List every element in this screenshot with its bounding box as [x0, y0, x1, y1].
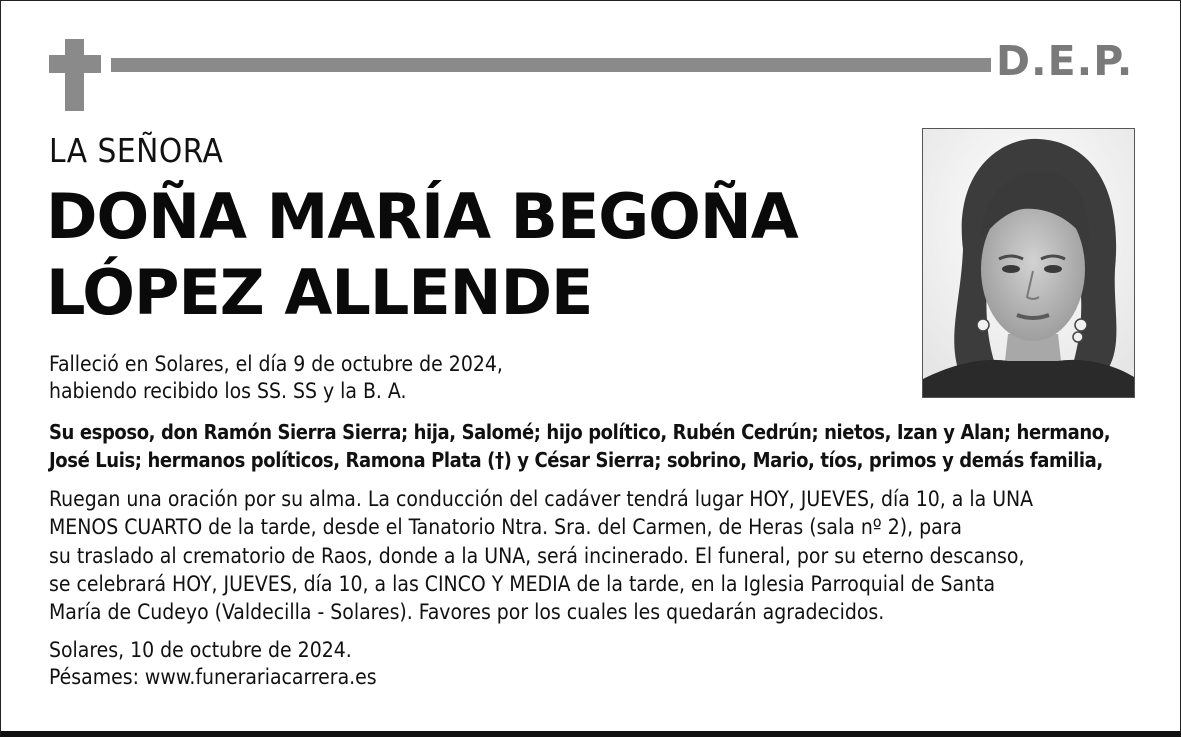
family-line1: Su esposo, don Ramón Sierra Sierra; hija, Salomé; hijo político, Rubén Cedrún; nietos, Izan y Alan; hermano,	[49, 420, 1111, 444]
funeral-details-line: MENOS CUARTO de la tarde, desde el Tanatorio Ntra. Sra. del Carmen, de Heras (sala nº 2), para	[49, 515, 962, 540]
portrait-photo	[922, 128, 1135, 398]
funeral-details	[49, 485, 1149, 626]
cross-icon	[49, 39, 101, 111]
footer	[49, 637, 377, 691]
family-list	[49, 418, 1139, 474]
funeral-details-line: María de Cudeyo (Valdecilla - Solares). Favores por los cuales les quedarán agradecidos.	[49, 600, 885, 625]
place-date: Solares, 10 de octubre de 2024.	[49, 638, 352, 662]
death-line1: Falleció en Solares, el día 9 de octubre de 2024,	[49, 352, 503, 376]
funeral-details-line: se celebrará HOY, JUEVES, día 10, a las CINCO Y MEDIA de la tarde, en la Iglesia Parroquial de Santa	[49, 571, 996, 596]
funeral-details-line: Ruegan una oración por su alma. La conducción del cadáver tendrá lugar HOY, JUEVES, día 10, a la UNA	[49, 487, 1034, 511]
death-statement	[49, 351, 503, 405]
dep-mark: D.E.P.	[996, 37, 1134, 85]
death-line2: habiendo recibido los SS. SS y la B. A.	[49, 379, 407, 403]
funeral-details-line: su traslado al crematorio de Raos, donde a la UNA, será incinerado. El funeral, por su eterno descanso,	[49, 543, 1025, 568]
deceased-name-line1: DOÑA MARÍA BEGOÑA	[46, 180, 798, 253]
deceased-name-line2: LÓPEZ ALLENDE	[46, 256, 593, 329]
deceased-name	[46, 179, 886, 331]
header-rule	[111, 58, 991, 72]
honorific: LA SEÑORA	[49, 131, 224, 170]
condolences-link: Pésames: www.funerariacarrera.es	[49, 665, 377, 689]
family-line2: José Luis; hermanos políticos, Ramona Plata (†) y César Sierra; sobrino, Mario, tíos, primos y demás familia,	[49, 448, 1103, 472]
